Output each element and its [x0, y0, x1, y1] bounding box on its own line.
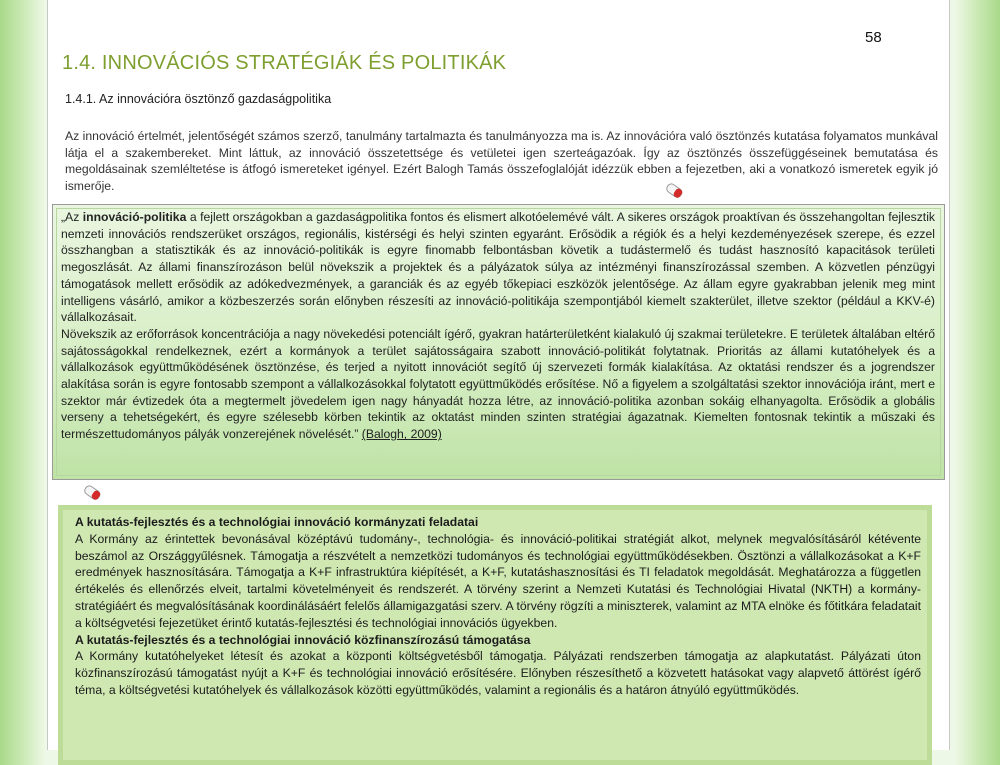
info-heading-2: A kutatás-fejlesztés és a technológiai innováció közfinanszírozású támogatása	[75, 632, 531, 647]
quote-body: a fejlett országokban a gazdaságpolitika fontos és elismert alkotóelemévé vált. A sikeres országok proaktívan és összehangoltan fejlesztik nemzeti innovációs rendszerüket országos, regionális, kistérségi és helyi szinten egyaránt. Erősödik a régiók és a helyi kezdeményezések szerepe, és ezzel összhangban a statisztikák és az innováció-politikák is egyre finomabb felbontásban követik a tudástermelő és tudást hasznosító kapacitások területi megoszlását. Az állami finanszírozáson belül növekszik a projektek és a pályázatok súlya az intézményi finanszírozással szemben. A közvetlen pénzügyi támogatások mellett erősödik az adókedvezmények, a garanciák és az egyéb tőkepiaci eszközök jelentősége. Az állam egyre gyakrabban jelenik meg mint intelligens vásárló, amikor a közbeszerzés során előnyben részesíti az innováció-politikája szempontjából kiemelt szakterület, illetve szektor (például a KKV-é) vállalkozásait.	[61, 210, 935, 325]
info-heading-1: A kutatás-fejlesztés és a technológiai innováció kormányzati feladatai	[75, 515, 479, 529]
quote-open: „Az	[61, 210, 83, 224]
info-box	[58, 505, 932, 765]
info-box-content	[75, 514, 921, 699]
intro-paragraph: Az innováció értelmét, jelentőségét számos szerző, tanulmány tartalmazta és tanulmányozza ma is. Az innovációra való ösztönzés kutatása folyamatos munkával látja el a szakembereket. Mint láttuk, az innováció összetettsége és vetületei igen szerteágazóak. Így az ösztönzés összefüggéseinek bemutatása és megoldásainak szemléltetése is átfogó ismereteket igényel. Ezért Balogh Tamás összefoglalóját idézzük ebben a fejezetben, aki a vonatkozó ismeretek egyik jó ismerője.	[65, 129, 938, 193]
quote-box	[52, 204, 945, 480]
quote-body-2: Növekszik az erőforrások koncentrációja a nagy növekedési potenciált ígérő, gyakran határterületként kialakuló új szakmai területekre. E területek általában eltérő sajátosságokkal rendelkeznek, ezért a kormányok a terület sajátosságaira szabott innováció-politikát folytatnak. Prioritás az állami kutatóhelyek és a vállalkozások együttműködésének ösztönzése, és terjed a nyitott innovációt segítő új szervezeti formák kialakítása. Az oktatási rendszer és a jogrendszer alakítása során is egyre fontosabb szempont a vállalkozásokkal folytatott együttműködés erősítése. Nő a figyelem a szolgáltatási szektor innovációja iránt, mert e szektor már évtizedek óta a megtermelt jövedelem igen nagy hányadát hozza létre, az innováció-politika azonban sokáig elhanyagolta. Erősödik a globális verseny a tehetségekért, és egyre szélesebb körben tekintik az oktatást minden szinten stratégiai ágazatnak. Kiemelten fontosnak tekintik a műszaki és természettudományos pályák vonzerejének növelését.”	[61, 326, 935, 442]
page-number: 58	[865, 29, 882, 46]
quote-citation: (Balogh, 2009)	[361, 427, 442, 442]
chapter-title: 1.4. INNOVÁCIÓS STRATÉGIÁK ÉS POLITIKÁK	[62, 52, 507, 74]
pushpin-icon	[80, 482, 104, 504]
info-paragraph-1: A Kormány az érintettek bevonásával középtávú tudomány-, technológia- és innováció-politikai stratégiát alkot, melynek megvalósításáról kétévente beszámol az Országgyűlésnek. Támogatja a részvételt a nemzetközi tudományos és technológiai együttműködésekben. Ösztönzi a vállalkozásokat a K+F eredmények hasznosítására. Támogatja a K+F infrastruktúra kiépítését, a K+F, kutatáshasznosítási és TI feladatok megoldását. Meghatározza a független értékelés és ellenőrzés elveit, tartalmi követelményeit és rendszerét. A törvény szerint a Nemzeti Kutatási és Technológiai Hivatal (NKTH) a kormány-stratégiáért és megvalósításának koordinálásáért felelős államigazgatási szerv. A törvény rögzíti a miniszterek, valamint az MTA elnöke és főtitkára feladatait a költségvetési fejezetüket érintő kutatás-fejlesztési és technológiai innovációs ügyekben.	[75, 531, 921, 630]
quote-text	[61, 209, 935, 443]
pushpin-icon	[662, 180, 686, 202]
quote-term: innováció-politika	[82, 210, 187, 224]
section-title: 1.4.1. Az innovációra ösztönző gazdaságpolitika	[65, 92, 332, 106]
info-paragraph-2: A Kormány kutatóhelyeket létesít és azokat a központi költségvetésből támogatja. Pályázati rendszerben támogatja az alapkutatást. Pályázati úton közfinanszírozású támogatást nyújt a K+F és technológiai innováció erősítésére. Előnyben részesíthető a közvetett hatásokat vagy alapvető áttörést ígérő téma, a költségvetési kutatóhelyek és vállalkozások közötti együttműködés, valamint a regionális és a határon átnyúló együttműködés.	[75, 649, 921, 697]
